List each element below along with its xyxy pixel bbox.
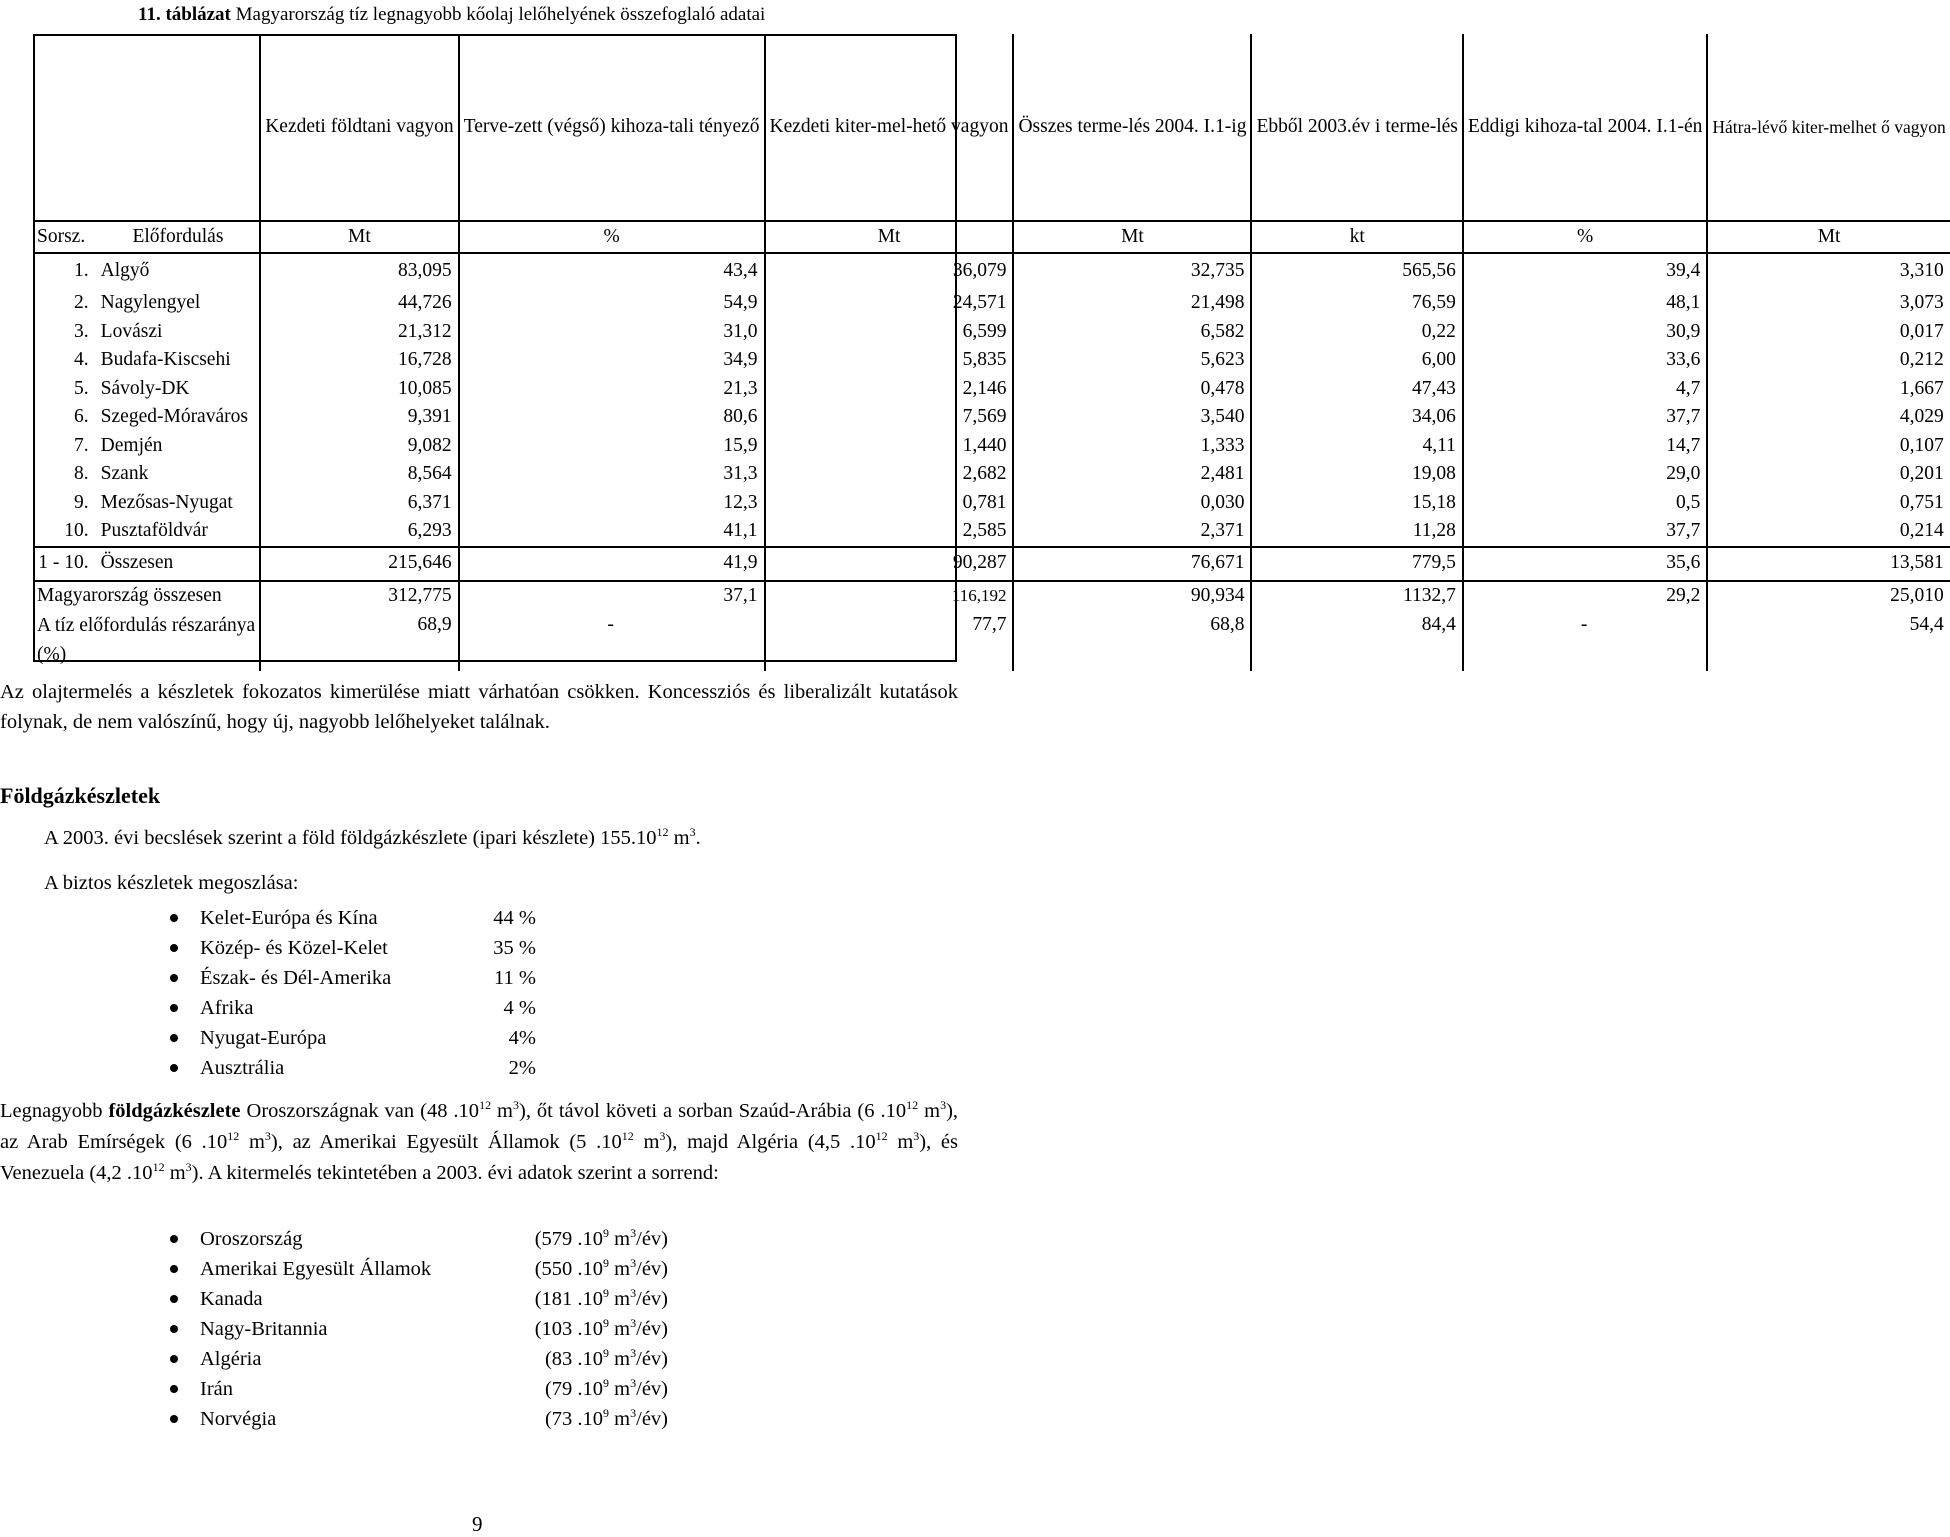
table-cell: 68,9 <box>260 611 458 671</box>
bullet-icon <box>170 1004 178 1012</box>
table-cell: 25,010 <box>1707 581 1949 611</box>
country-name: Algéria <box>200 1348 262 1370</box>
table-cell: 0,5 <box>1463 489 1707 518</box>
list-item <box>170 933 550 963</box>
bullet-icon <box>170 1415 178 1423</box>
table-cell: 19,08 <box>1251 460 1462 489</box>
bullet-icon <box>170 1265 178 1273</box>
table-cell: 44,726 <box>260 289 458 318</box>
region-name: Kelet-Európa és Kína <box>200 907 378 929</box>
table-row <box>33 489 1950 518</box>
table-row <box>33 517 1950 547</box>
unit-4: Mt <box>1013 221 1251 253</box>
country-name: Norvégia <box>200 1408 277 1430</box>
region-share: 11 % <box>494 967 536 989</box>
bullet-icon <box>170 1325 178 1333</box>
hungary-label: Magyarország összesen <box>37 584 222 606</box>
table-cell: 21,312 <box>260 318 458 347</box>
bullet-icon <box>170 1355 178 1363</box>
table-cell: 4,11 <box>1251 432 1462 461</box>
row-index: 7. <box>74 434 89 456</box>
table-cell: - <box>1463 611 1707 671</box>
header-empty <box>33 34 260 221</box>
table-cell: 16,728 <box>260 346 458 375</box>
table-cell: 3,540 <box>1013 403 1251 432</box>
table-cell: 35,6 <box>1463 547 1707 581</box>
table-cell: 32,735 <box>1013 253 1251 289</box>
table-cell: 312,775 <box>260 581 458 611</box>
table-cell: 80,6 <box>459 403 765 432</box>
table-cell: 14,7 <box>1463 432 1707 461</box>
table-number: 11. táblázat <box>138 4 231 25</box>
field-name: Lovászi <box>100 320 163 342</box>
table-cell: 34,06 <box>1251 403 1462 432</box>
page-number: 9 <box>472 1512 483 1536</box>
table-cell: 84,4 <box>1251 611 1462 671</box>
share-label: A tíz előfordulás részaránya <box>37 614 256 636</box>
table-cell: 0,212 <box>1707 346 1949 375</box>
list-item <box>170 1404 690 1434</box>
field-name: Nagylengyel <box>100 292 201 313</box>
table-cell: 0,214 <box>1707 517 1949 547</box>
country-name: Nagy-Britannia <box>200 1318 328 1340</box>
table-cell: 2,146 <box>765 375 1014 404</box>
row-index: 9. <box>74 491 89 513</box>
table-cell: 1,667 <box>1707 375 1949 404</box>
table-cell: 24,571 <box>765 289 1014 318</box>
oil-fields-table <box>33 34 1950 671</box>
field-name: Demjén <box>100 434 163 456</box>
row-index: 5. <box>74 377 89 399</box>
table-cell: 37,1 <box>459 581 765 611</box>
list-item <box>170 1344 690 1374</box>
table-cell: 15,9 <box>459 432 765 461</box>
table-cell: 3,310 <box>1707 253 1949 289</box>
country-name: Oroszország <box>200 1228 303 1250</box>
table-cell: 29,2 <box>1463 581 1707 611</box>
country-name: Irán <box>200 1378 234 1400</box>
unit-6: % <box>1463 221 1707 253</box>
region-name: Közép- és Közel-Kelet <box>200 937 388 959</box>
table-cell: 0,107 <box>1707 432 1949 461</box>
field-name: Algyő <box>100 260 150 282</box>
col-header-7: Hátra-lévő kiter-melhet ő vagyon <box>1707 34 1949 221</box>
table-cell: 37,7 <box>1463 517 1707 547</box>
list-item <box>170 903 550 933</box>
table-cell: 0,030 <box>1013 489 1251 518</box>
region-name: Nyugat-Európa <box>200 1027 327 1049</box>
table-cell: 54,4 <box>1707 611 1949 671</box>
table-cell: 30,9 <box>1463 318 1707 347</box>
region-share: 4% <box>508 1027 536 1049</box>
region-share: 2% <box>508 1057 536 1079</box>
table-cell: 6,293 <box>260 517 458 547</box>
list-item <box>170 963 550 993</box>
reserve-distribution-list <box>170 903 550 1083</box>
total-name: Összesen <box>97 547 261 581</box>
table-cell: 4,7 <box>1463 375 1707 404</box>
bullet-icon <box>170 1235 178 1243</box>
table-cell: 10,085 <box>260 375 458 404</box>
bullet-icon <box>170 1295 178 1303</box>
col-header-1: Kezdeti földtani vagyon <box>260 34 458 221</box>
table-cell: 2,481 <box>1013 460 1251 489</box>
field-name: Mezősas-Nyugat <box>100 491 233 513</box>
table-cell: 0,751 <box>1707 489 1949 518</box>
production-amount: (83 $.10^9$ $m^3/év$) <box>544 1346 668 1370</box>
table-cell: 2,682 <box>765 460 1014 489</box>
unit-5: kt <box>1251 221 1462 253</box>
col-header-5: Ebből 2003.év i terme-lés <box>1251 34 1462 221</box>
table-cell: 90,287 <box>765 547 1014 581</box>
production-amount: (579 $.10^9$ $m^3/év$) <box>534 1226 668 1250</box>
elofordulas-label: Előfordulás <box>97 221 261 253</box>
unit-3: Mt <box>765 221 1014 253</box>
bullet-icon <box>170 1064 178 1072</box>
list-item <box>170 1314 690 1344</box>
region-share: 4 % <box>503 997 536 1019</box>
table-cell: 12,3 <box>459 489 765 518</box>
row-index: 3. <box>74 320 89 342</box>
col-header-6: Eddigi kihoza-tal 2004. I.1-én <box>1463 34 1707 221</box>
field-name: Sávoly-DK <box>100 377 190 399</box>
row-index: 1. <box>74 260 89 282</box>
table-cell: 37,7 <box>1463 403 1707 432</box>
row-index: 10. <box>64 520 89 541</box>
table-title: Magyarország tíz legnagyobb kőolaj lelőhelyének összefoglaló adatai <box>230 4 766 25</box>
table-cell: 6,00 <box>1251 346 1462 375</box>
production-amount: (79 $.10^9$ $m^3/év$) <box>544 1376 668 1400</box>
table-cell: 21,498 <box>1013 289 1251 318</box>
production-amount: (550 $.10^9$ $m^3/év$) <box>534 1256 668 1280</box>
table-cell: 116,192 <box>765 581 1014 611</box>
table-cell: 36,079 <box>765 253 1014 289</box>
table-cell: 34,9 <box>459 346 765 375</box>
row-index: 2. <box>74 292 89 313</box>
bullet-icon <box>170 944 178 952</box>
table-cell: 3,073 <box>1707 289 1949 318</box>
table-cell: 47,43 <box>1251 375 1462 404</box>
list-item <box>170 1284 690 1314</box>
table-row <box>33 375 1950 404</box>
world-reserve-line: A 2003. évi becslések szerint a föld földgázkészlete (ipari készlete) 155.10$^{12}$ $m^3$. <box>44 825 701 849</box>
bullet-icon <box>170 1034 178 1042</box>
production-amount: (73 $.10^9$ $m^3/év$) <box>544 1406 668 1430</box>
table-cell: 77,7 <box>765 611 1014 671</box>
bullet-icon <box>170 974 178 982</box>
table-cell: 76,59 <box>1251 289 1462 318</box>
table-cell: 68,8 <box>1013 611 1251 671</box>
table-cell: 39,4 <box>1463 253 1707 289</box>
col-header-2: Terve-zett (végső) kihoza-tali tényező <box>459 34 765 221</box>
list-item <box>170 1224 690 1254</box>
table-cell: 83,095 <box>260 253 458 289</box>
unit-1: Mt <box>260 221 458 253</box>
hungary-row <box>33 581 1950 611</box>
table-cell: 21,3 <box>459 375 765 404</box>
table-row <box>33 460 1950 489</box>
row-index: 6. <box>74 406 89 427</box>
table-cell: 5,835 <box>765 346 1014 375</box>
list-item <box>170 1053 550 1083</box>
table-row <box>33 318 1950 347</box>
table-row <box>33 432 1950 461</box>
table-cell: - <box>459 611 765 671</box>
table-cell: 15,18 <box>1251 489 1462 518</box>
units-row <box>33 221 1950 253</box>
reserve-distribution-intro: A biztos készletek megoszlása: <box>44 872 299 894</box>
table-row <box>33 403 1950 432</box>
unit-7: Mt <box>1707 221 1949 253</box>
col-header-4: Összes terme-lés 2004. I.1-ig <box>1013 34 1251 221</box>
region-name: Afrika <box>200 997 254 1019</box>
table-cell: 48,1 <box>1463 289 1707 318</box>
list-item <box>170 1374 690 1404</box>
table-row <box>33 289 1950 318</box>
table-cell: 7,569 <box>765 403 1014 432</box>
table-cell: 41,9 <box>459 547 765 581</box>
section-heading: Földgázkészletek <box>0 783 161 808</box>
country-name: Kanada <box>200 1288 263 1310</box>
table-cell: 31,0 <box>459 318 765 347</box>
table-cell: 0,781 <box>765 489 1014 518</box>
table-cell: 1,333 <box>1013 432 1251 461</box>
table-cell: 43,4 <box>459 253 765 289</box>
bullet-icon <box>170 1385 178 1393</box>
table-cell: 2,371 <box>1013 517 1251 547</box>
bullet-icon <box>170 914 178 922</box>
table-cell: 8,564 <box>260 460 458 489</box>
total-row <box>33 547 1950 581</box>
col-header-3: Kezdeti kiter-mel-hető vagyon <box>765 34 1014 221</box>
table-cell: 4,029 <box>1707 403 1949 432</box>
row-index: 4. <box>74 349 89 370</box>
region-share: 44 % <box>493 907 536 929</box>
production-amount: (103 $.10^9$ $m^3/év$) <box>534 1316 668 1340</box>
table-cell: 13,581 <box>1707 547 1949 581</box>
share-row <box>33 611 1950 671</box>
table-cell: 6,582 <box>1013 318 1251 347</box>
table-cell: 0,017 <box>1707 318 1949 347</box>
list-item <box>170 1023 550 1053</box>
table-row <box>33 346 1950 375</box>
table-cell: 6,371 <box>260 489 458 518</box>
row-index: 8. <box>74 463 89 484</box>
table-cell: 11,28 <box>1251 517 1462 547</box>
table-row <box>33 253 1950 289</box>
table-cell: 215,646 <box>260 547 458 581</box>
share-label-unit: (%) <box>37 643 67 665</box>
table-cell: 9,391 <box>260 403 458 432</box>
table-cell: 1,440 <box>765 432 1014 461</box>
share-label-cell <box>33 611 260 671</box>
table-cell: 54,9 <box>459 289 765 318</box>
region-name: Észak- és Dél-Amerika <box>200 967 392 989</box>
table-cell: 29,0 <box>1463 460 1707 489</box>
country-name: Amerikai Egyesült Államok <box>200 1258 432 1280</box>
list-item <box>170 1254 690 1284</box>
table-cell: 0,22 <box>1251 318 1462 347</box>
table-cell: 565,56 <box>1251 253 1462 289</box>
table-cell: 0,478 <box>1013 375 1251 404</box>
table-cell: 33,6 <box>1463 346 1707 375</box>
table-cell: 41,1 <box>459 517 765 547</box>
field-name: Budafa-Kiscsehi <box>100 349 231 370</box>
unit-2: % <box>459 221 765 253</box>
table-cell: 1132,7 <box>1251 581 1462 611</box>
production-amount: (181 $.10^9$ $m^3/év$) <box>534 1286 668 1310</box>
paragraph-largest-reserves: Legnagyobb földgázkészlete Oroszországnak van (48 $.10^{12}$ $m^3$), őt távol követi a sorban Szaúd-Arábia (6 $.10^{12}$ $m^3$), az Arab Emírségek (6 $.10^{12}$ $m^3$), az Amerikai Egyesült Államok (5 $.10^{12}$ $m^3$), majd Algéria (4,5 $.10^{12}$ $m^3$), és Venezuela (4,2 $.10^{12}$ $m^3$). A kitermelés tekintetében a 2003. évi adatok szerint a sorrend: <box>0 1098 959 1184</box>
total-idx: 1 - 10. <box>33 547 97 581</box>
table-cell: 90,934 <box>1013 581 1251 611</box>
table-cell: 9,082 <box>260 432 458 461</box>
header-row <box>33 34 1950 221</box>
list-item <box>170 993 550 1023</box>
table-cell: 76,671 <box>1013 547 1251 581</box>
table-cell: 5,623 <box>1013 346 1251 375</box>
field-name: Szeged-Móraváros <box>100 406 248 427</box>
field-name: Szank <box>100 463 149 484</box>
table-caption <box>138 4 765 26</box>
region-name: Ausztrália <box>200 1057 285 1079</box>
paragraph-oil-outlook: Az olajtermelés a készletek fokozatos kimerülése miatt várhatóan csökken. Koncessziós és liberalizált kutatások folynak, de nem valószínű, hogy új, nagyobb lelőhelyeket találnak. <box>0 681 958 733</box>
sorsz-label: Sorsz. <box>33 221 97 253</box>
region-share: 35 % <box>493 937 536 959</box>
field-name: Pusztaföldvár <box>100 520 208 541</box>
table-cell: 31,3 <box>459 460 765 489</box>
table-cell: 2,585 <box>765 517 1014 547</box>
table-cell: 6,599 <box>765 318 1014 347</box>
production-ranking-list <box>170 1224 690 1434</box>
table-cell: 779,5 <box>1251 547 1462 581</box>
table-cell: 0,201 <box>1707 460 1949 489</box>
